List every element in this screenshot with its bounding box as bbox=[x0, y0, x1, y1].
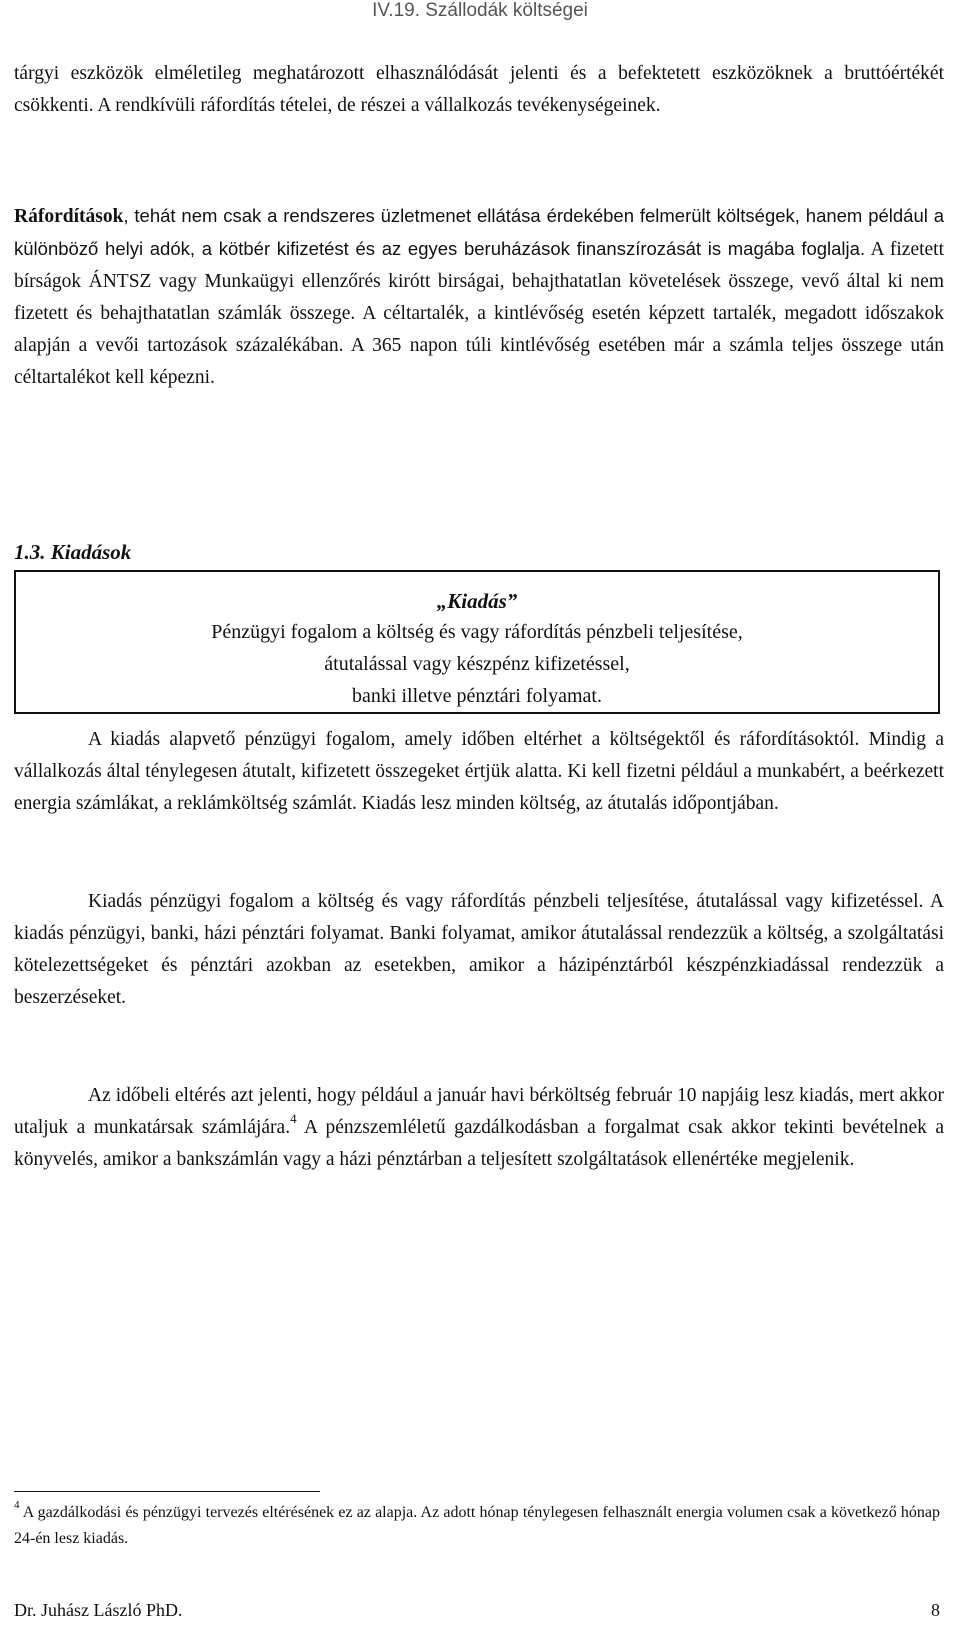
paragraph-3: A kiadás alapvető pénzügyi fogalom, amely időben eltérhet a költségektől és ráfordításoktól. Mindig a vállalkozás által ténylegesen átutalt, kifizetett összegeket értjük alatta. Ki kell fizetni például a munkabért, a beérkezett energia számlákat, a reklámköltség számlát. Kiadás lesz minden költség, az átutalás időpontjában. bbox=[14, 729, 944, 814]
paragraph-5-text-cont: A pénzszemléletű gazdálkodásban a forgalmat csak akkor tekinti bevételnek a könyvelés, amikor a bankszámlán vagy a házi pénztárban a teljesített szolgáltatások ellenértéke megjelenik. bbox=[14, 1117, 944, 1170]
paragraph-raforditasok-sans: , tehát nem csak a rendszeres üzletmenet ellátása érdekében felmerült költségek, hanem például a különböző helyi adók, a kötbér kifizetést és az egyes beruházások finanszírozását is magába foglalja. bbox=[14, 205, 944, 259]
paragraph-raforditasok-serif: A fizetett bírságok ÁNTSZ vagy Munkaügyi ellenzőrés kirótt birságai, behajthatatlan követelések összege, vevő által ki nem fizetett és behajthatatlan számlák összege. A céltartalék, a kintlévőség esetén képzett tartalék, megadott időszakok alapján a vevői tartozások százalékában. A 365 napon túli kintlévőség esetében már a számla teljes összege után céltartalékot kell képezni. bbox=[14, 239, 945, 388]
section-heading: 1.3. Kiadások bbox=[14, 540, 132, 564]
definition-box bbox=[14, 570, 940, 714]
definition-line: Pénzügyi fogalom a költség és vagy ráfordítás pénzbeli teljesítése, bbox=[211, 621, 743, 643]
page-header: IV.19. Szállodák költségei bbox=[372, 0, 588, 21]
page-footer bbox=[14, 1600, 940, 1621]
footnote-number: 4 bbox=[14, 1499, 20, 1511]
definition-line: átutalással vagy készpénz kifizetéssel, bbox=[324, 653, 630, 675]
paragraph-4: Kiadás pénzügyi fogalom a költség és vagy ráfordítás pénzbeli teljesítése, átutalással vagy kifizetéssel. A kiadás pénzügyi, banki, házi pénztári folyamat. Banki folyamat, amikor átutalással rendezzük a költség, a szolgáltatási kötelezettségeket és pénztári azokban az esetekben, amikor a házipénztárból készpénzkiadással rendezzük a beszerzéseket. bbox=[14, 891, 944, 1008]
footer-author: Dr. Juhász László PhD. bbox=[14, 1600, 183, 1620]
paragraph-raforditasok bbox=[14, 200, 944, 394]
footnote-text: A gazdálkodási és pénzügyi tervezés eltérésének ez az alapja. Az adott hónap ténylegesen felhasznált energia volumen csak a következő hónap 24-én lesz kiadás. bbox=[14, 1504, 940, 1547]
page-number: 8 bbox=[931, 1600, 940, 1620]
paragraph-5 bbox=[14, 1080, 944, 1176]
paragraph-5-text: Az időbeli eltérés azt jelenti, hogy például a január havi bérköltség február 10 napjáig lesz kiadás, mert akkor utaljuk a munkatársak számlájára. bbox=[14, 1085, 944, 1138]
footnote-divider bbox=[14, 1491, 320, 1492]
definition-title: „Kiadás” bbox=[436, 589, 518, 613]
term-raforditasok: Ráfordítások bbox=[14, 206, 124, 227]
footnote bbox=[14, 1500, 940, 1552]
paragraph-1: tárgyi eszközök elméletileg meghatározott elhasználódását jelenti és a befektetett eszközöknek a bruttóértékét csökkenti. A rendkívüli ráfordítás tételei, de részei a vállalkozás tevékenységeinek. bbox=[14, 63, 944, 116]
definition-line: banki illetve pénztári folyamat. bbox=[352, 685, 602, 707]
footnote-ref: 4 bbox=[290, 1111, 297, 1126]
